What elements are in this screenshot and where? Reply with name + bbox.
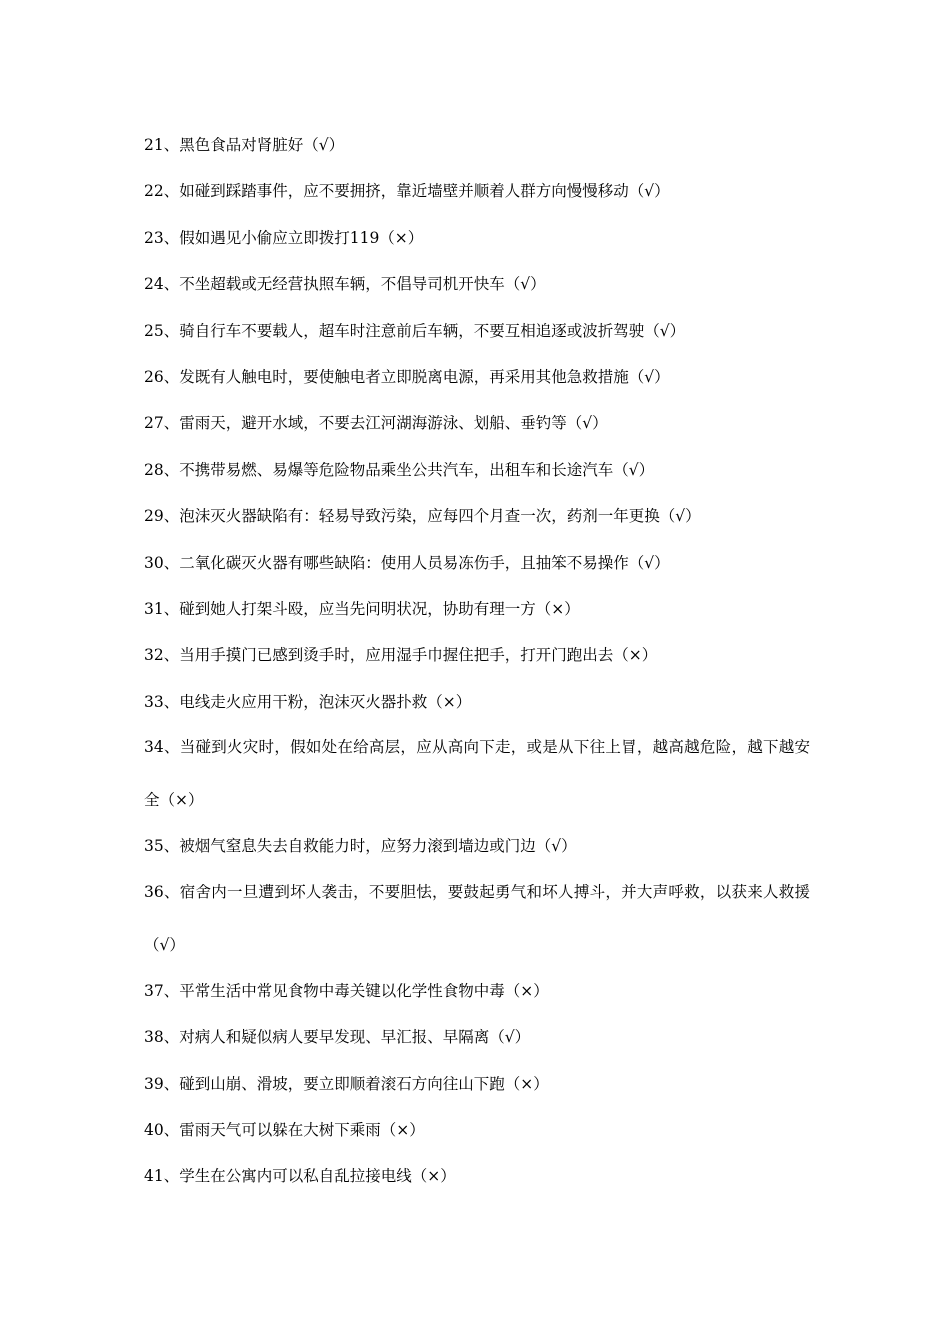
list-item: 24、不坐超载或无经营执照车辆，不倡导司机开快车（√） (144, 275, 546, 294)
list-item: 30、二氧化碳灭火器有哪些缺陷：使用人员易冻伤手，且抽笨不易操作（√） (144, 553, 670, 572)
list-item: 27、雷雨天，避开水域，不要去江河湖海游泳、划船、垂钓等（√） (144, 414, 608, 433)
list-item: 34、当碰到火灾时，假如处在给高层，应从高向下走，或是从下往上冒，越高越危险，越下越安全（×） (144, 738, 810, 810)
list-item: 23、假如遇见小偷应立即拨打119（×） (144, 228, 424, 247)
list-item: 38、对病人和疑似病人要早发现、早汇报、早隔离（√） (144, 1028, 531, 1047)
list-item: 32、当用手摸门已感到烫手时，应用湿手巾握住把手，打开门跑出去（×） (144, 646, 658, 665)
question-list (144, 122, 810, 1200)
list-item: 29、泡沫灭火器缺陷有：轻易导致污染，应每四个月查一次，药剂一年更换（√） (144, 507, 701, 526)
list-item: 37、平常生活中常见食物中毒关键以化学性食物中毒（×） (144, 981, 549, 1000)
list-item: 40、雷雨天气可以躲在大树下乘雨（×） (144, 1120, 425, 1139)
list-item: 33、电线走火应用干粉，泡沫灭火器扑救（×） (144, 692, 472, 711)
list-item: 35、被烟气窒息失去自救能力时，应努力滚到墙边或门边（√） (144, 837, 577, 856)
list-item: 41、学生在公寓内可以私自乱拉接电线（×） (144, 1167, 456, 1186)
list-item: 36、宿舍内一旦遭到坏人袭击，不要胆怯，要鼓起勇气和坏人搏斗，并大声呼救，以获来人救援（√） (144, 882, 810, 954)
list-item: 28、不携带易燃、易爆等危险物品乘坐公共汽车，出租车和长途汽车（√） (144, 460, 655, 479)
list-item: 31、碰到她人打架斗殴，应当先问明状况，协助有理一方（×） (144, 600, 580, 619)
list-item: 39、碰到山崩、滑坡，要立即顺着滚石方向往山下跑（×） (144, 1074, 549, 1093)
list-item: 22、如碰到踩踏事件，应不要拥挤，靠近墙壁并顺着人群方向慢慢移动（√） (144, 182, 670, 201)
list-item: 21、黑色食品对肾脏好（√） (144, 136, 345, 154)
list-item: 25、骑自行车不要载人，超车时注意前后车辆，不要互相追逐或波折驾驶（√） (144, 321, 686, 340)
list-item: 26、发既有人触电时，要使触电者立即脱离电源，再采用其他急救措施（√） (144, 368, 670, 387)
